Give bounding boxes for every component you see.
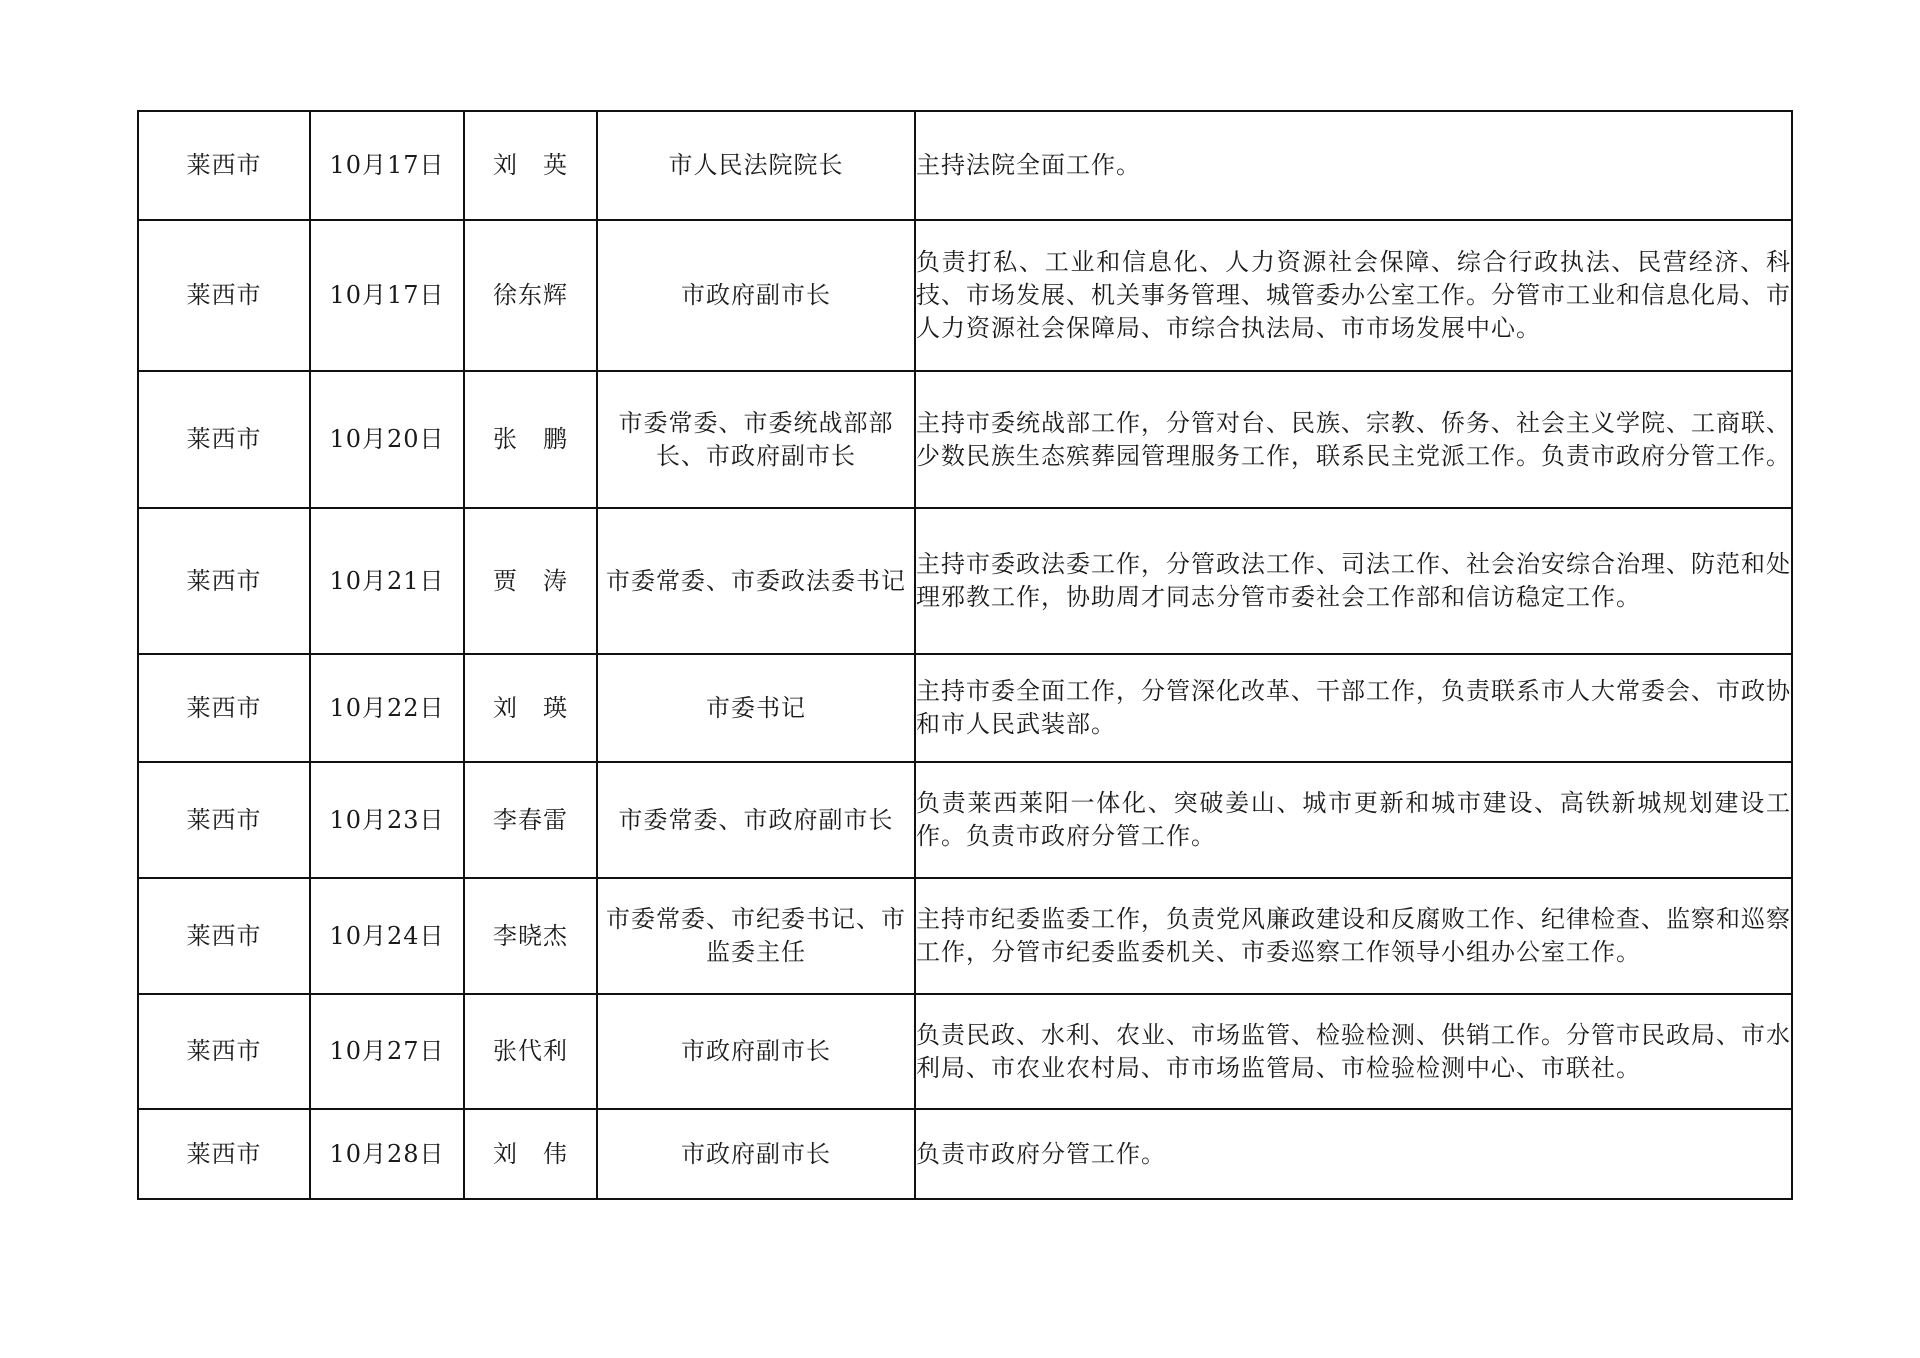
table-row [138, 508, 1792, 654]
table-row [138, 762, 1792, 878]
position-cell: 市政府副市长 [597, 994, 915, 1109]
date-cell: 10月20日 [310, 371, 464, 508]
name-cell: 张 鹏 [464, 371, 597, 508]
name-cell: 刘 伟 [464, 1109, 597, 1199]
position-cell: 市人民法院院长 [597, 111, 915, 220]
table-row [138, 220, 1792, 371]
schedule-table [137, 110, 1793, 1200]
date-cell: 10月28日 [310, 1109, 464, 1199]
name-cell: 刘 英 [464, 111, 597, 220]
city-cell: 莱西市 [138, 654, 310, 762]
duties-cell: 负责市政府分管工作。 [915, 1109, 1792, 1199]
name-cell: 李晓杰 [464, 878, 597, 994]
table-row [138, 994, 1792, 1109]
name-cell: 刘 瑛 [464, 654, 597, 762]
date-cell: 10月17日 [310, 111, 464, 220]
duties-cell: 主持市委政法委工作，分管政法工作、司法工作、社会治安综合治理、防范和处理邪教工作，协助周才同志分管市委社会工作部和信访稳定工作。 [915, 508, 1792, 654]
position-cell: 市委书记 [597, 654, 915, 762]
name-cell: 李春雷 [464, 762, 597, 878]
city-cell: 莱西市 [138, 762, 310, 878]
position-cell: 市政府副市长 [597, 220, 915, 371]
table-row [138, 654, 1792, 762]
date-cell: 10月24日 [310, 878, 464, 994]
duties-cell: 主持市委全面工作，分管深化改革、干部工作，负责联系市人大常委会、市政协和市人民武装部。 [915, 654, 1792, 762]
duties-cell: 负责民政、水利、农业、市场监管、检验检测、供销工作。分管市民政局、市水利局、市农业农村局、市市场监管局、市检验检测中心、市联社。 [915, 994, 1792, 1109]
city-cell: 莱西市 [138, 371, 310, 508]
duties-cell: 主持法院全面工作。 [915, 111, 1792, 220]
city-cell: 莱西市 [138, 111, 310, 220]
position-cell: 市政府副市长 [597, 1109, 915, 1199]
city-cell: 莱西市 [138, 994, 310, 1109]
table-row [138, 1109, 1792, 1199]
name-cell: 张代利 [464, 994, 597, 1109]
city-cell: 莱西市 [138, 878, 310, 994]
position-cell: 市委常委、市委政法委书记 [597, 508, 915, 654]
table-row [138, 878, 1792, 994]
table-row [138, 111, 1792, 220]
city-cell: 莱西市 [138, 1109, 310, 1199]
position-cell: 市委常委、市纪委书记、市监委主任 [597, 878, 915, 994]
position-cell: 市委常委、市政府副市长 [597, 762, 915, 878]
name-cell: 贾 涛 [464, 508, 597, 654]
date-cell: 10月22日 [310, 654, 464, 762]
duties-cell: 负责打私、工业和信息化、人力资源社会保障、综合行政执法、民营经济、科技、市场发展、机关事务管理、城管委办公室工作。分管市工业和信息化局、市人力资源社会保障局、市综合执法局、市市场发展中心。 [915, 220, 1792, 371]
date-cell: 10月27日 [310, 994, 464, 1109]
city-cell: 莱西市 [138, 220, 310, 371]
duties-cell: 负责莱西莱阳一体化、突破姜山、城市更新和城市建设、高铁新城规划建设工作。负责市政府分管工作。 [915, 762, 1792, 878]
duties-cell: 主持市纪委监委工作，负责党风廉政建设和反腐败工作、纪律检查、监察和巡察工作，分管市纪委监委机关、市委巡察工作领导小组办公室工作。 [915, 878, 1792, 994]
date-cell: 10月23日 [310, 762, 464, 878]
position-cell: 市委常委、市委统战部部长、市政府副市长 [597, 371, 915, 508]
date-cell: 10月17日 [310, 220, 464, 371]
name-cell: 徐东辉 [464, 220, 597, 371]
duties-cell: 主持市委统战部工作，分管对台、民族、宗教、侨务、社会主义学院、工商联、少数民族生态殡葬园管理服务工作，联系民主党派工作。负责市政府分管工作。 [915, 371, 1792, 508]
city-cell: 莱西市 [138, 508, 310, 654]
date-cell: 10月21日 [310, 508, 464, 654]
table-row [138, 371, 1792, 508]
